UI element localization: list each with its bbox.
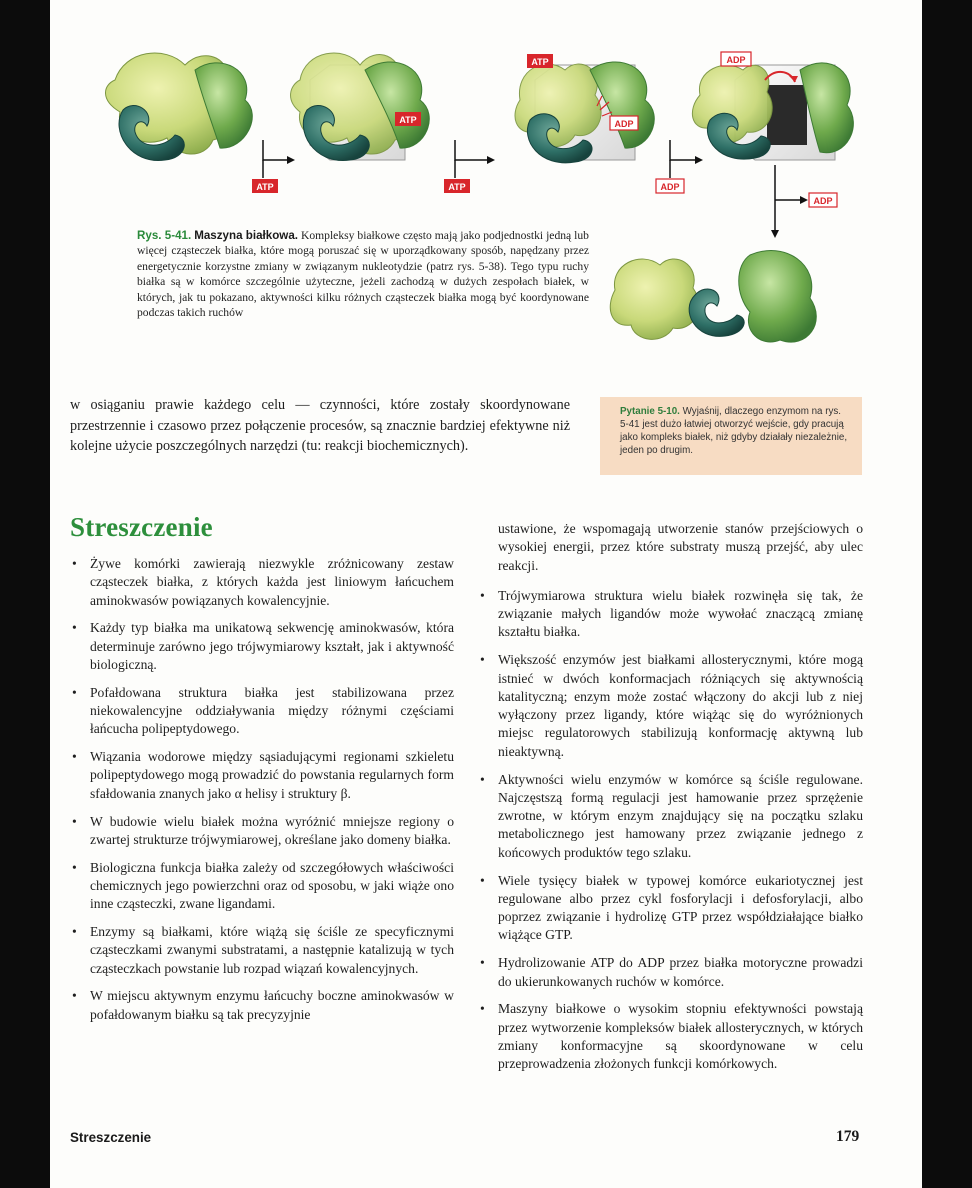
figure-title: Maszyna białkowa. [194, 229, 298, 242]
summary-right-column [478, 520, 863, 1083]
summary-bullet: • Maszyny białkowe o wysokim stopniu efektywności powstają przez wytworzenie kompleksów białek allosterycznych, w których zmiany konformacyjne są skoordynowane w celu przeprowadzenia złożonych funkcji komórkowych. [478, 1000, 863, 1073]
summary-bullet: • Hydrolizowanie ATP do ADP przez białka motoryczne prowadzi do ukierunkowanych ruchów w komórce. [478, 954, 863, 991]
question-box [600, 397, 862, 475]
running-footer-section: Streszczenie [70, 1130, 152, 1145]
question-text: Wyjaśnij, dlaczego enzymom na rys. 5-41 jest dużo łatwiej otworzyć wejście, gdy pracują jako kompleks białek, niż gdyby działały niezależnie, jeden po drugim. [620, 406, 848, 456]
arrow-4 [771, 165, 837, 238]
adp-label: ADP [614, 119, 634, 129]
summary-bullet: • Wiązania wodorowe między sąsiadującymi regionami szkieletu polipeptydowego mogą prowadzić do powstania regularnych form sfałdowania znanych jako α helisy i struktury β. [70, 748, 454, 803]
summary-continuation: ustawione, że wspomagają utworzenie stanów przejściowych o wysokiej energii, przez które substraty muszą przejść, aby ulec reakcji. [498, 521, 863, 573]
complex-step-3 [515, 54, 654, 163]
figure-caption-text: Kompleksy białkowe często mają jako podjednostki jedną lub więcej cząsteczek białka, które mogą poruszać się w uporządkowany sposób, napędzany przez energetycznie korzystne zmiany w związanym nukleotydzie (patrz rys. 5-38). Tego typu ruchy białka są w komórce szczególnie użyteczne, jeżeli zachodzą w dużych zespołach białek, w których, jak tu pokazano, aktywności kilku różnych cząsteczek białka mogą być koordynowane podczas takich ruchów [137, 229, 589, 320]
arrow-3 [656, 140, 703, 193]
complex-step-5 [610, 251, 816, 343]
atp-label: ATP [399, 115, 417, 125]
page-number: 179 [836, 1128, 860, 1145]
intro-paragraph: w osiąganiu prawie każdego celu — czynności, które zostały skoordynowane przestrzennie i czasowo przez połączenie procesów, są znacznie bardziej efektywne niż kolejne użycie poszczególnych narzędzi (tu: reakcji biochemicznych). [70, 397, 570, 455]
arrow-2 [444, 140, 495, 193]
summary-bullet: • Trójwymiarowa struktura wielu białek rozwinęła się tak, że związanie małych ligandów może wywołać znaczącą zmianę kształtu białka. [478, 587, 863, 642]
summary-bullet: • Enzymy są białkami, które wiążą się ściśle ze specyficznymi cząsteczkami zwanymi substratami, a następnie katalizują w tych cząsteczkach powstanie lub rozpad wiązań kowalencyjnych. [70, 923, 454, 978]
summary-bullet: • W miejscu aktywnym enzymu łańcuchy boczne aminokwasów w pofałdowanym białku są tak precyzyjnie [70, 987, 454, 1024]
complex-step-1 [105, 53, 252, 160]
summary-bullet: • Biologiczna funkcja białka zależy od szczegółowych właściwości chemicznych jego powierzchni oraz od sposobu, w jaki wiąże ono inne cząsteczki, zwane ligandami. [70, 859, 454, 914]
arrow-1 [252, 140, 295, 193]
summary-bullet: • Wiele tysięcy białek w typowej komórce eukariotycznej jest regulowane albo przez cykl fosforylacji i defosforylacji, albo poprzez związanie i hydrolizę GTP przez współdziałające białko wiążące GTP. [478, 872, 863, 945]
adp-label: ADP [813, 196, 833, 206]
figure-number: Rys. 5-41. [137, 229, 192, 242]
summary-bullet: • W budowie wielu białek można wyróżnić mniejsze regiony o zwartej strukturze trójwymiarowej, określane jako domeny białka. [70, 813, 454, 850]
question-label: Pytanie 5-10. [620, 406, 680, 417]
summary-bullet: • Większość enzymów jest białkami allosterycznymi, które mogą istnieć w dwóch konformacjach różniących się aktywnością katalityczną; enzym może zostać włączony do akcji lub z niej wyłączony przez ligandy, które wiążąc się do wyróżnionych miejsc regulatorowych stabilizują konformację aktywną lub nieaktywną. [478, 651, 863, 761]
protein-machine-illustration [95, 40, 865, 380]
summary-bullet: • Pofałdowana struktura białka jest stabilizowana przez niekowalencyjne oddziaływania między różnymi częściami łańcucha polipeptydowego. [70, 684, 454, 739]
protein-machine-figure [95, 40, 865, 380]
complex-step-4 [692, 52, 853, 160]
scan-edge-right [922, 0, 972, 1188]
atp-label: ATP [256, 182, 274, 192]
summary-bullet: • Aktywności wielu enzymów w komórce są ściśle regulowane. Najczęstszą formą regulacji jest hamowanie przez sprzężenie zwrotne, w którym enzym znajdujący się na początku szlaku metabolicznego jest hamowany przez związanie jednego z końcowych produktów tego szlaku. [478, 771, 863, 862]
summary-left-column [70, 555, 454, 1034]
atp-label: ATP [448, 182, 466, 192]
summary-bullet: • Każdy typ białka ma unikatową sekwencję aminokwasów, która determinuje zarówno jego trójwymiarowy kształt, jak i aktywność biologiczną. [70, 619, 454, 674]
summary-heading: Streszczenie [70, 512, 213, 542]
adp-label: ADP [660, 182, 680, 192]
scan-edge-left [0, 0, 50, 1188]
atp-label: ATP [531, 57, 549, 67]
complex-step-2 [291, 53, 430, 160]
summary-bullet: • Żywe komórki zawierają niezwykle zróżnicowany zestaw cząsteczek białka, z których każda jest liniowym łańcuchem aminokwasów powiązanych kowalencyjnie. [70, 555, 454, 610]
figure-caption [137, 228, 589, 320]
adp-label: ADP [726, 55, 746, 65]
